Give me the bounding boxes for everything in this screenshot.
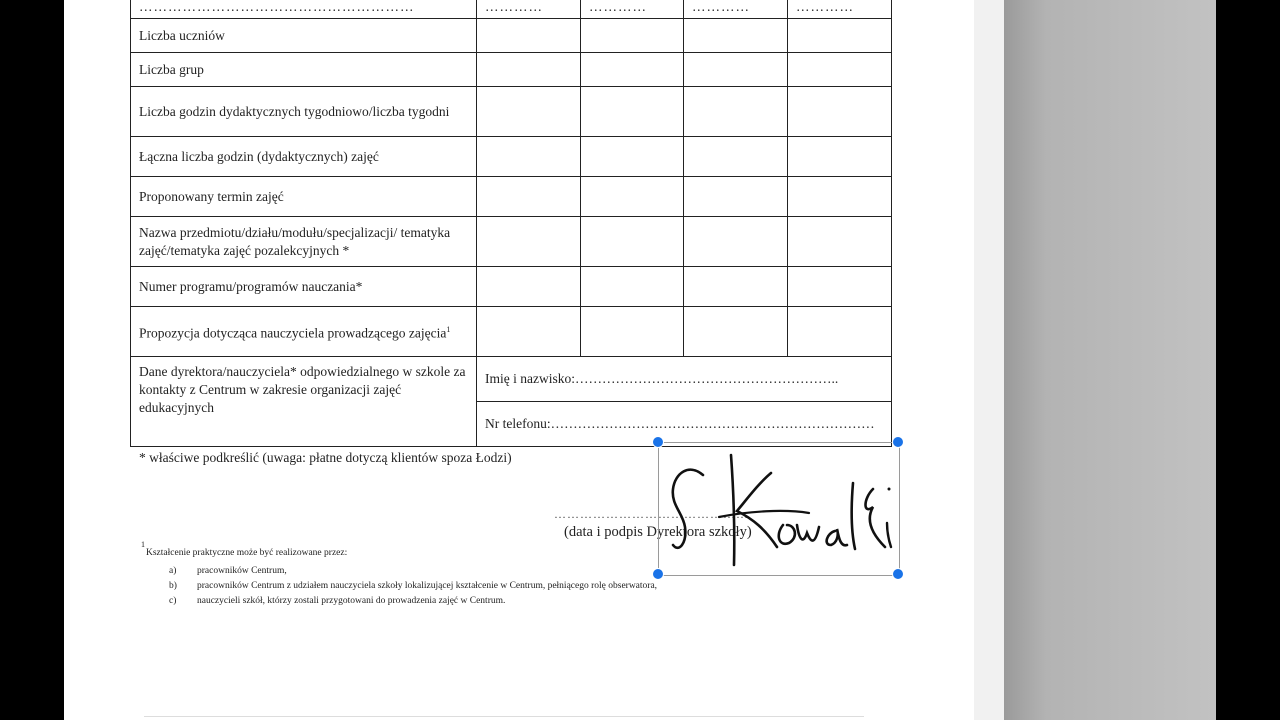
table-cell[interactable]	[477, 307, 581, 357]
table-cell[interactable]	[788, 19, 892, 53]
header-dots-cell: …………	[477, 0, 581, 19]
table-row	[131, 177, 892, 217]
table-cell[interactable]	[581, 307, 684, 357]
director-fields	[477, 358, 891, 446]
table-row	[131, 53, 892, 87]
table-row	[131, 137, 892, 177]
table-row	[131, 267, 892, 307]
page-gutter	[974, 0, 1004, 720]
row-label	[131, 307, 477, 357]
name-field[interactable]: Imię i nazwisko:…………………………………………………..	[477, 358, 891, 402]
row-label: Liczba uczniów	[131, 19, 477, 53]
table-cell[interactable]	[684, 19, 788, 53]
table-cell[interactable]	[684, 137, 788, 177]
table-cell[interactable]	[684, 307, 788, 357]
header-dots-cell: …………	[788, 0, 892, 19]
table-cell[interactable]	[788, 137, 892, 177]
table-cell[interactable]	[788, 307, 892, 357]
handwritten-signature	[659, 443, 899, 575]
document-page	[64, 0, 974, 720]
signature-image-selection[interactable]	[658, 442, 900, 576]
header-dots-cell: …………	[684, 0, 788, 19]
application-form-table	[130, 0, 892, 447]
table-cell[interactable]	[477, 53, 581, 87]
table-cell[interactable]	[788, 267, 892, 307]
background-right	[1216, 0, 1280, 720]
table-cell[interactable]	[477, 19, 581, 53]
header-dots-cell: …………………………………………………	[131, 0, 477, 19]
table-row	[131, 217, 892, 267]
footnote-mark: 1	[446, 324, 451, 334]
table-cell[interactable]	[581, 217, 684, 267]
table-cell[interactable]	[477, 267, 581, 307]
footnote-item-letter: a)	[169, 566, 177, 576]
table-cell[interactable]	[581, 19, 684, 53]
underline-note: * właściwe podkreślić (uwaga: płatne dotyczą klientów spoza Łodzi)	[139, 450, 512, 465]
resize-handle-top-right[interactable]	[892, 436, 904, 448]
table-row	[131, 0, 892, 19]
row-label: Proponowany termin zajęć	[131, 177, 477, 217]
table-cell[interactable]	[581, 87, 684, 137]
table-cell[interactable]	[684, 177, 788, 217]
table-cell[interactable]	[788, 217, 892, 267]
table-cell[interactable]	[788, 53, 892, 87]
table-cell[interactable]	[581, 137, 684, 177]
table-row	[131, 19, 892, 53]
page-bottom-rule	[144, 716, 864, 717]
signature-dots: ………………………………………	[554, 507, 749, 521]
table-cell[interactable]	[684, 87, 788, 137]
table-cell[interactable]	[581, 177, 684, 217]
table-cell[interactable]	[684, 267, 788, 307]
row-label-text: Propozycja dotycząca nauczyciela prowadzącego zajęcia	[139, 325, 447, 341]
signature-label: (data i podpis Dyrektora szkoły)	[564, 524, 752, 540]
table-cell[interactable]	[684, 217, 788, 267]
table-cell[interactable]	[477, 87, 581, 137]
workspace-background	[1004, 0, 1216, 720]
table-cell[interactable]	[477, 177, 581, 217]
footnote-item-text: nauczycieli szkół, którzy zostali przygotowani do prowadzenia zajęć w Centrum.	[197, 596, 506, 606]
footnote-title: Kształcenie praktyczne może być realizowane przez:	[146, 548, 348, 558]
footnote-item-letter: b)	[169, 581, 177, 591]
row-label: Nazwa przedmiotu/działu/modułu/specjalizacji/ tematyka zajęć/tematyka zajęć pozalekcyjnych *	[131, 217, 477, 267]
footnote-item-text: pracowników Centrum z udziałem nauczyciela szkoły lokalizującej kształcenie w Centrum, pełniącego rolę obserwatora,	[197, 581, 658, 591]
resize-handle-bottom-left[interactable]	[652, 568, 664, 580]
row-label: Liczba godzin dydaktycznych tygodniowo/liczba tygodni	[131, 87, 477, 137]
table-cell[interactable]	[477, 137, 581, 177]
header-dots-cell: …………	[581, 0, 684, 19]
row-label: Łączna liczba godzin (dydaktycznych) zajęć	[131, 137, 477, 177]
resize-handle-bottom-right[interactable]	[892, 568, 904, 580]
table-cell[interactable]	[581, 53, 684, 87]
resize-handle-top-left[interactable]	[652, 436, 664, 448]
director-label: Dane dyrektora/nauczyciela* odpowiedzialnego w szkole za kontakty z Centrum w zakresie organizacji zajęć edukacyjnych	[131, 357, 477, 447]
footnote-item-text: pracowników Centrum,	[197, 566, 287, 576]
director-fields-cell	[477, 357, 892, 447]
table-cell[interactable]	[477, 217, 581, 267]
table-row	[131, 87, 892, 137]
footnote-mark: 1	[141, 540, 145, 549]
background-left	[0, 0, 64, 720]
table-cell[interactable]	[684, 53, 788, 87]
row-label: Liczba grup	[131, 53, 477, 87]
phone-field[interactable]: Nr telefonu:………………………………………………………………	[485, 415, 875, 431]
footnote-item-letter: c)	[169, 596, 177, 606]
table-row	[131, 357, 892, 447]
table-row	[131, 307, 892, 357]
table-cell[interactable]	[581, 267, 684, 307]
table-cell[interactable]	[788, 177, 892, 217]
table-cell[interactable]	[788, 87, 892, 137]
row-label: Numer programu/programów nauczania*	[131, 267, 477, 307]
